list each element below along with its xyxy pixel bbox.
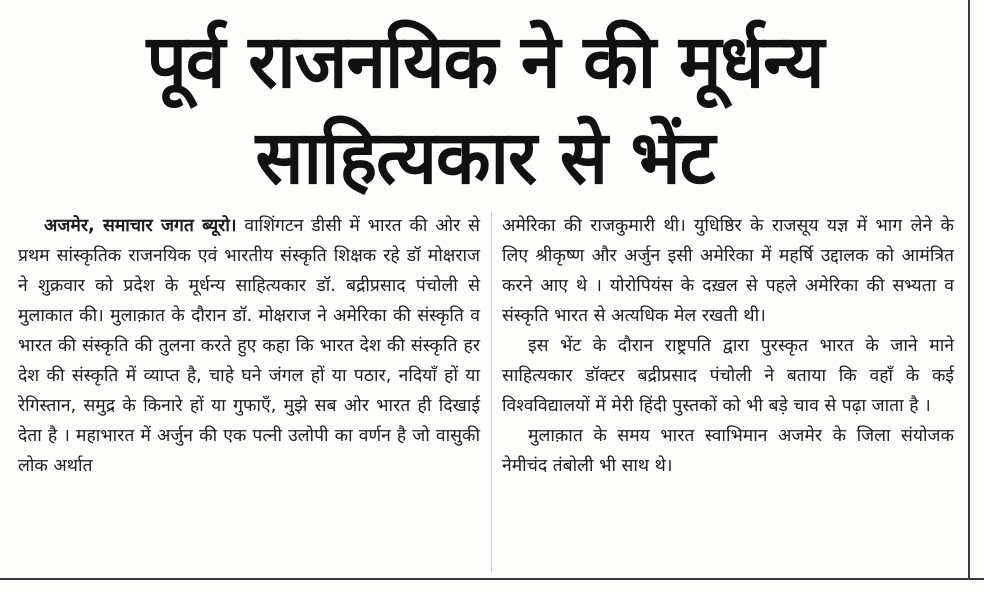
headline-line-1: पूर्व राजनयिक ने की मूर्धन्य <box>146 19 824 105</box>
article-paragraph: मुलाक़ात के समय भारत स्वाभिमान अजमेर के जिला संयोजक नेमीचंद तंबोली भी साथ थे। <box>502 426 954 476</box>
dateline: अजमेर, समाचार जगत ब्यूरो। <box>44 216 237 236</box>
article-column-left <box>18 211 480 481</box>
column-divider <box>491 212 492 572</box>
border-rule-right <box>968 0 970 580</box>
article-paragraph: अमेरिका की राजकुमारी थी। युधिष्ठिर के राजसूय यज्ञ में भाग लेने के लिए श्रीकृष्ण और अर्जुन इसी अमेरिका में महर्षि उद्दालक को आमंत्रित करने आए थे । योरोपियंस के दख़ल से पहले अमेरिका की सभ्यता व संस्कृति भारत से अत्यधिक मेल रखती थी। <box>502 216 954 326</box>
article-text: वाशिंगटन डीसी में भारत की ओर से प्रथम सांस्कृतिक राजनयिक एवं भारतीय संस्कृति शिक्षक रहे डॉ मोक्षराज ने शुक्रवार को प्रदेश के मूर्धन्य साहित्यकार डॉ. बद्रीप्रसाद पंचोली से मुलाकात की। मुलाक़ात के दौरान डॉ. मोक्षराज ने अमेरिका की संस्कृति व भारत की संस्कृति की तुलना करते हुए कहा कि भारत देश की संस्कृति हर देश की संस्कृति में व्याप्त है, चाहे घने जंगल हों या पठार, नदियाँ हों या रेगिस्तान, समुद्र के किनारे हों या गुफाएँ, मुझे सब ओर भारत ही दिखाई देता है । महाभारत में अर्जुन की एक पत्नी उलोपी का वर्णन है जो वासुकी लोक अर्थात <box>18 216 481 476</box>
border-rule-bottom <box>0 578 984 580</box>
article-paragraph: इस भेंट के दौरान राष्ट्रपति द्वारा पुरस्कृत भारत के जाने माने साहित्यकार डॉक्टर बद्रीप्रसाद पंचोली ने बताया कि वहाँ के कई विश्वविद्यालयों में मेरी हिंदी पुस्तकों को भी बड़े चाव से पढ़ा जाता है । <box>502 336 954 416</box>
article-column-right <box>502 211 954 481</box>
article-paragraph <box>18 211 480 481</box>
headline-line-2: साहित्यकार से भेंट <box>255 115 715 201</box>
headline <box>19 14 950 206</box>
